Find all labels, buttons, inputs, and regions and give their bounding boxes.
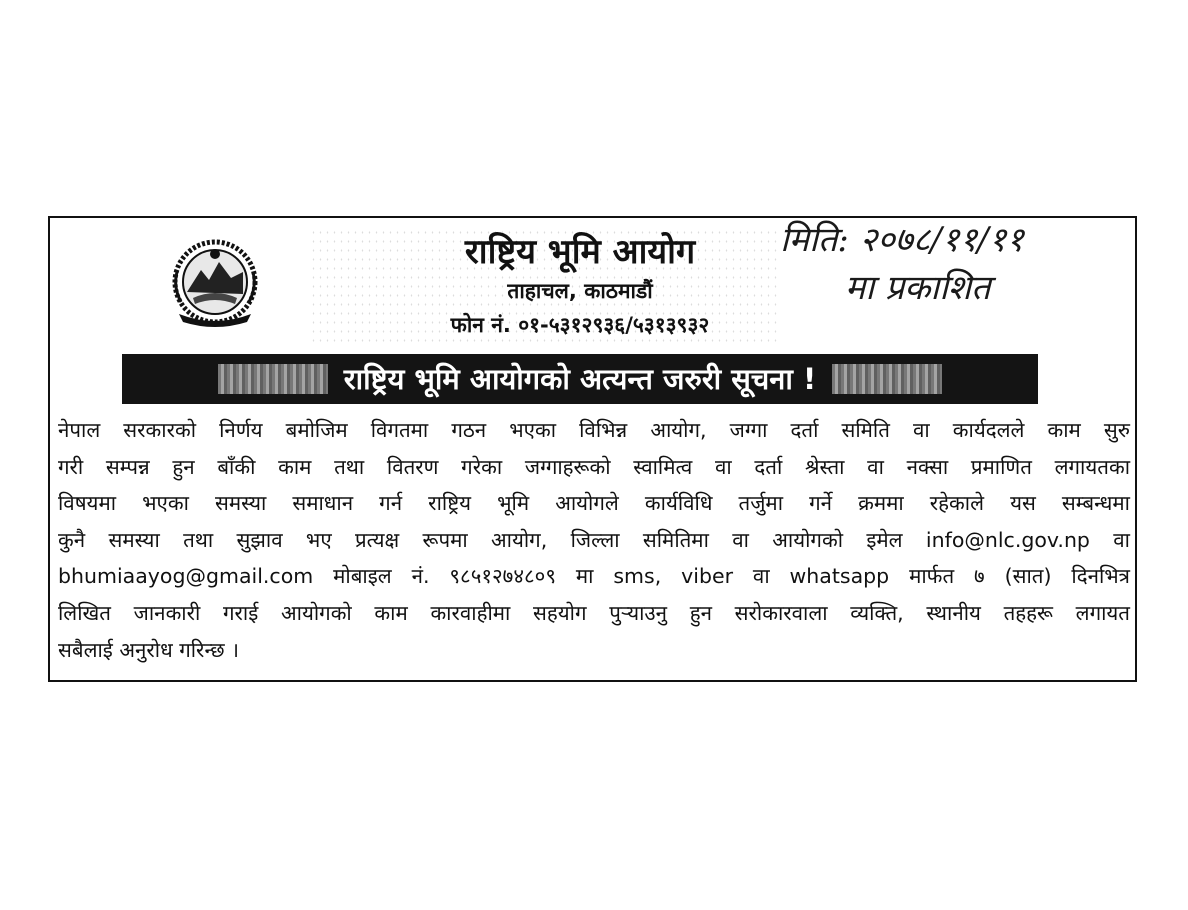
notice-body (58, 412, 1130, 668)
redacted-block-right (832, 364, 942, 394)
body-line: कुनै समस्या तथा सुझाव भए प्रत्यक्ष रूपमा आयोग, जिल्ला समितिमा वा आयोगको इमेल info@nlc.gov.np वा (58, 527, 1130, 552)
headline-banner (122, 354, 1038, 404)
handwritten-published-note: मा प्रकाशित (845, 268, 991, 308)
organization-name: राष्ट्रिय भूमि आयोग (464, 232, 696, 272)
body-line: सबैलाई अनुरोध गरिन्छ । (58, 637, 239, 662)
body-line: गरी सम्पन्न हुन बाँकी काम तथा वितरण गरेका जग्गाहरूको स्वामित्व वा दर्ता श्रेस्ता वा नक्सा प्रमाणित लगायतका (58, 454, 1130, 479)
handwritten-date: मिति: २०७८/११/११ (780, 220, 1024, 260)
notice-clipping (48, 216, 1137, 682)
body-line: bhumiaayog@gmail.com मोबाइल नं. ९८५१२७४८०९ मा sms, viber वा whatsapp मार्फत ७ (सात) दिनभित्र (58, 564, 1130, 589)
body-line: विषयमा भएका समस्या समाधान गर्न राष्ट्रिय भूमि आयोगले कार्यविधि तर्जुमा गर्ने क्रममा रहेकाले यस सम्बन्धमा (58, 491, 1130, 516)
nepal-government-emblem-icon (165, 232, 265, 332)
organization-phone: फोन नं. ०१-५३१२९३६/५३१३९३२ (450, 313, 710, 337)
body-line: लिखित जानकारी गराई आयोगको काम कारवाहीमा सहयोग पुऱ्याउनु हुन सरोकारवाला व्यक्ति, स्थानीय तहहरू लगायत (58, 600, 1130, 625)
body-line: नेपाल सरकारको निर्णय बमोजिम विगतमा गठन भएका विभिन्न आयोग, जग्गा दर्ता समिति वा कार्यदलले काम सुरु (58, 418, 1130, 442)
organization-address: ताहाचल, काठमाडौं (507, 279, 653, 303)
redacted-block-left (218, 364, 328, 394)
headline-text: राष्ट्रिय भूमि आयोगको अत्यन्त जरुरी सूचना ! (343, 362, 817, 396)
